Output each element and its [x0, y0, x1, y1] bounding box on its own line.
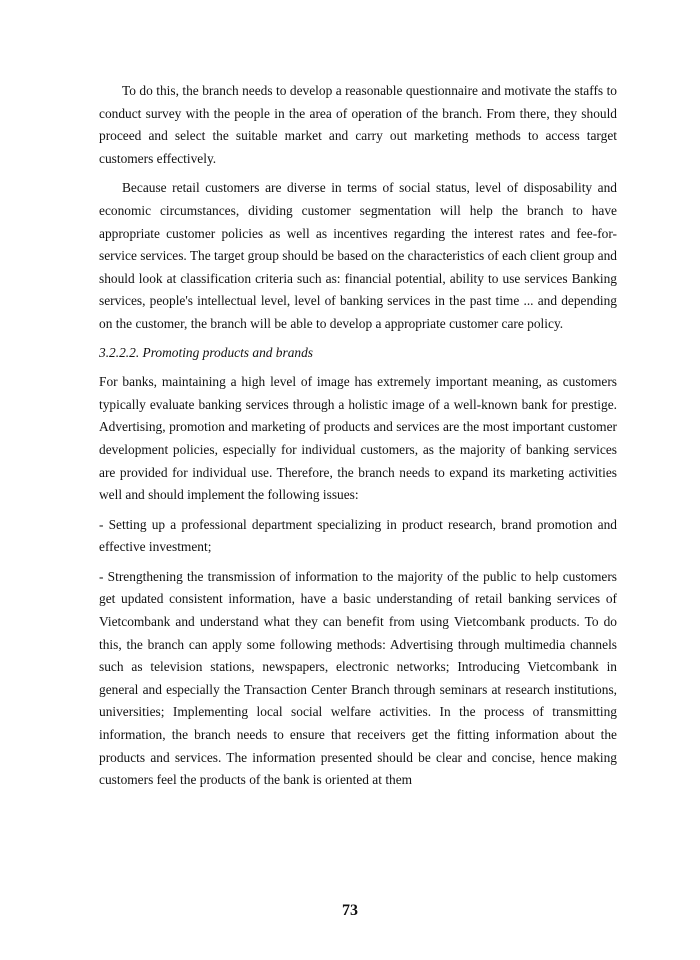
- paragraph-survey: To do this, the branch needs to develop a reasonable questionnaire and motivate the staffs to conduct survey with the people in the area of operation of the branch. From there, they should proceed and select the suitable market and carry out marketing methods to access target customers effectively.: [99, 83, 617, 166]
- bullet-information: - Strengthening the transmission of information to the majority of the public to help customers get updated consistent information, have a basic understanding of retail banking services of Vietcombank and understand what they can benefit from using Vietcombank products. To do this, the branch can apply some following methods: Advertising through multimedia channels such as television stations, newspapers, electronic networks; Introducing Vietcombank in general and especially the Transaction Center Branch through seminars at research institutions, universities; Implementing local social welfare activities. In the process of transmitting information, the branch needs to ensure that receivers get the fitting information about the products and services. The information presented should be clear and concise, hence making customers feel the products of the bank is oriented at them: [99, 568, 617, 788]
- document-body: [99, 80, 617, 792]
- section-heading: 3.2.2.2. Promoting products and brands: [99, 344, 314, 360]
- paragraph-image: For banks, maintaining a high level of image has extremely important meaning, as customers typically evaluate banking services through a holistic image of a well-known bank for prestige. Advertising, promotion and marketing of products and services are the most important customer development policies, especially for individual customers, as the majority of banking services are provided for individual use. Therefore, the branch needs to expand its marketing activities well and should implement the following issues:: [99, 374, 617, 503]
- page-number: 73: [342, 902, 358, 919]
- paragraph-segmentation: Because retail customers are diverse in terms of social status, level of disposability and economic circumstances, dividing customer segmentation will help the branch to have appropriate customer policies as well as incentives regarding the interest rates and fee-for-service services. The target group should be based on the characteristics of each client group and should look at classification criteria such as: financial potential, ability to use services Banking services, people's intellectual level, level of banking services in the past time ... and depending on the customer, the branch will be able to develop a appropriate customer care policy.: [99, 180, 617, 331]
- bullet-department: - Setting up a professional department specializing in product research, brand promotion and effective investment;: [99, 516, 617, 555]
